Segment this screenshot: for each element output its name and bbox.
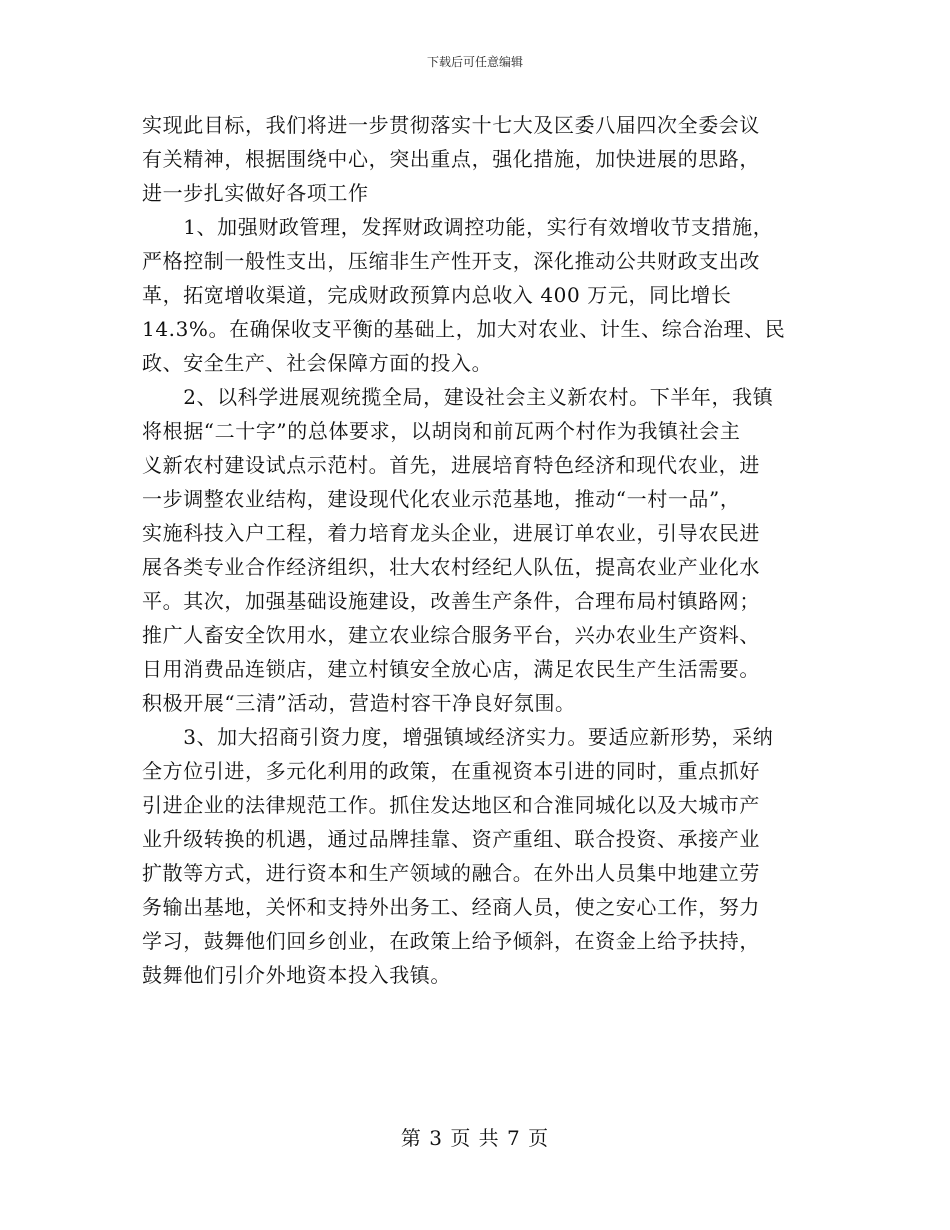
intro-paragraph [142, 108, 810, 210]
section-1-paragraph [142, 210, 810, 380]
text-line: 革，拓宽增收渠道，完成财政预算内总收入 400 万元，同比增长 [142, 283, 732, 307]
text-line: 引进企业的法律规范工作。抓住发达地区和合淮同城化以及大城市产 [142, 793, 760, 817]
section-3-paragraph [142, 720, 810, 992]
text-line: 实现此目标，我们将进一步贯彻落实十七大及区委八届四次全委会议 [142, 113, 760, 137]
text-line: 扩散等方式，进行资本和生产领域的融合。在外出人员集中地建立劳 [142, 861, 760, 885]
text-line: 实施科技入户工程，着力培育龙头企业，进展订单农业，引导农民进 [142, 521, 760, 545]
text-line: 日用消费品连锁店，建立村镇安全放心店，满足农民生产生活需要。 [142, 657, 760, 681]
text-line: 14.3%。在确保收支平衡的基础上，加大对农业、计生、综合治理、民 [142, 317, 786, 341]
text-line: 有关精神，根据围绕中心，突出重点，强化措施，加快进展的思路， [142, 147, 760, 171]
text-line: 平。其次，加强基础设施建设，改善生产条件，合理布局村镇路网； [142, 589, 760, 613]
text-line: 严格控制一般性支出，压缩非生产性开支，深化推动公共财政支出改 [142, 249, 760, 273]
text-line: 务输出基地，关怀和支持外出务工、经商人员，使之安心工作，努力 [142, 895, 760, 919]
text-line: 政、安全生产、社会保障方面的投入。 [142, 351, 493, 375]
text-line: 2、以科学进展观统揽全局，建设社会主义新农村。下半年，我镇 [142, 385, 774, 409]
text-line: 积极开展“三清”活动，营造村容干净良好氛围。 [142, 691, 576, 715]
text-line: 全方位引进，多元化利用的政策，在重视资本引进的同时，重点抓好 [142, 759, 760, 783]
text-line: 3、加大招商引资力度，增强镇域经济实力。要适应新形势，采纳 [142, 725, 774, 749]
text-line: 将根据“二十字”的总体要求，以胡岗和前瓦两个村作为我镇社会主 [142, 419, 741, 443]
text-line: 一步调整农业结构，建设现代化农业示范基地，推动“一村一品”， [142, 487, 741, 511]
text-line: 进一步扎实做好各项工作 [142, 181, 369, 205]
page-number: 第 3 页 共 7 页 [400, 1126, 550, 1150]
document-body [142, 108, 810, 992]
text-line: 业升级转换的机遇，通过品牌挂靠、资产重组、联合投资、承接产业 [142, 827, 760, 851]
section-2-paragraph [142, 380, 810, 720]
text-line: 义新农村建设试点示范村。首先，进展培育特色经济和现代农业，进 [142, 453, 760, 477]
text-line: 1、加强财政管理，发挥财政调控功能，实行有效增收节支措施， [142, 215, 774, 239]
download-note: 下载后可任意编辑 [426, 55, 523, 69]
text-line: 学习，鼓舞他们回乡创业，在政策上给予倾斜，在资金上给予扶持， [142, 929, 760, 953]
text-line: 展各类专业合作经济组织，壮大农村经纪人队伍，提高农业产业化水 [142, 555, 760, 579]
text-line: 推广人畜安全饮用水，建立农业综合服务平台，兴办农业生产资料、 [142, 623, 760, 647]
text-line: 鼓舞他们引介外地资本投入我镇。 [142, 963, 451, 987]
